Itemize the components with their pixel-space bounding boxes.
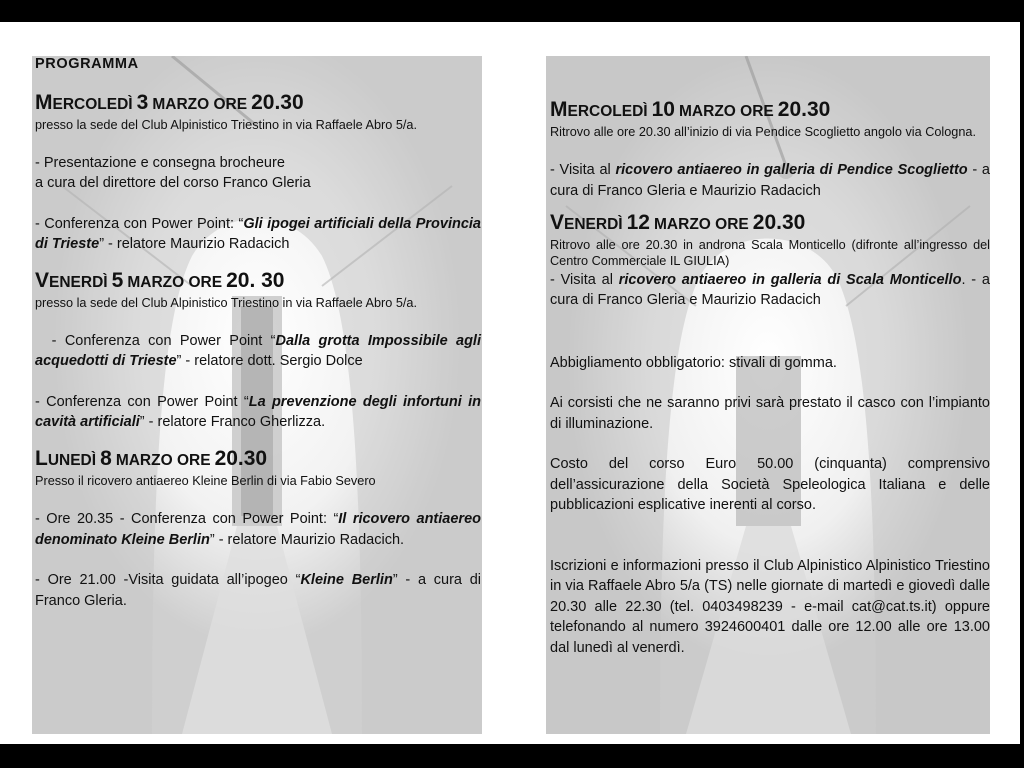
event-item: a cura del direttore del corso Franco Gleria	[35, 175, 311, 192]
left-column	[35, 54, 486, 611]
page-edge	[1020, 22, 1024, 744]
right-column	[550, 98, 990, 658]
event-date: VENERDÌ 5 MARZO ORE 20. 30	[35, 268, 285, 292]
note-cost: Costo del corso Euro 50.00 (cinquanta) comprensivo dell’assicurazione della Società Speleologica Italiana e delle pubblicazioni esplicative inerenti al corso.	[550, 456, 990, 514]
event-item: - Visita al ricovero antiaereo in galleria di Pendice Scoglietto - a cura di Franco Gleria e Maurizio Radacich	[550, 162, 990, 199]
event-date: MERCOLEDÌ 10 MARZO ORE 20.30	[550, 98, 831, 121]
note-clothing: Abbigliamento obbligatorio: stivali di gomma.	[550, 354, 837, 371]
event-item: - Conferenza con Power Point: “Gli ipogei artificiali della Provincia di Trieste” - relatore Maurizio Radacich	[35, 215, 481, 253]
event-date: LUNEDÌ 8 MARZO ORE 20.30	[35, 446, 268, 470]
event-item: - Conferenza con Power Point “La prevenzione degli infortuni in cavità artificiali” - relatore Franco Gherlizza.	[35, 393, 482, 431]
event-location: presso la sede del Club Alpinistico Triestino in via Raffaele Abro 5/a.	[35, 295, 418, 310]
event-location: presso la sede del Club Alpinistico Triestino in via Raffaele Abro 5/a.	[35, 117, 418, 132]
event-item: - Visita al ricovero antiaereo in galleria di Scala Monticello. - a cura di Franco Gleria e Maurizio Radacich	[550, 271, 990, 309]
event-item: - Ore 21.00 -Visita guidata all’ipogeo “Kleine Berlin” - a cura di Franco Gleria.	[35, 572, 481, 609]
event-date: MERCOLEDÌ 3 MARZO ORE 20.30	[35, 90, 304, 114]
event-item: - Presentazione e consegna brocheure	[35, 154, 285, 171]
event-location: Ritrovo alle ore 20.30 in androna Scala Monticello (difronte all’ingresso del Centro Commerciale IL GIULIA)	[550, 238, 990, 269]
event-date: VENERDÌ 12 MARZO ORE 20.30	[550, 211, 806, 235]
note-registration: Iscrizioni e informazioni presso il Club Alpinistico Alpinistico Triestino in via Raffaele Abro 5/a (TS) nelle giornate di martedì e giovedì dalle 20.30 alle 22.30 (tel. 0403498239 - e-mail cat@cat.ts.it) oppure telefonando al numero 3924600401 dalle ore 12.00 alle ore 13.00 dal lunedì al venerdì.	[550, 557, 990, 656]
note-helmet: Ai corsisti che ne saranno privi sarà prestato il casco con l’impianto di illuminazione.	[550, 395, 990, 432]
event-item: - Conferenza con Power Point “Dalla grotta Impossibile agli acquedotti di Trieste” - relatore dott. Sergio Dolce	[35, 332, 486, 370]
event-location: Presso il ricovero antiaereo Kleine Berlin di via Fabio Severo	[35, 473, 376, 488]
program-heading: PROGRAMMA	[35, 56, 139, 72]
brochure-page	[0, 22, 1020, 744]
event-item: - Ore 20.35 - Conferenza con Power Point: “Il ricovero antiaereo denominato Kleine Berlin” - relatore Maurizio Radacich.	[35, 511, 481, 548]
event-location: Ritrovo alle ore 20.30 all’inizio di via Pendice Scoglietto angolo via Cologna.	[550, 125, 976, 139]
